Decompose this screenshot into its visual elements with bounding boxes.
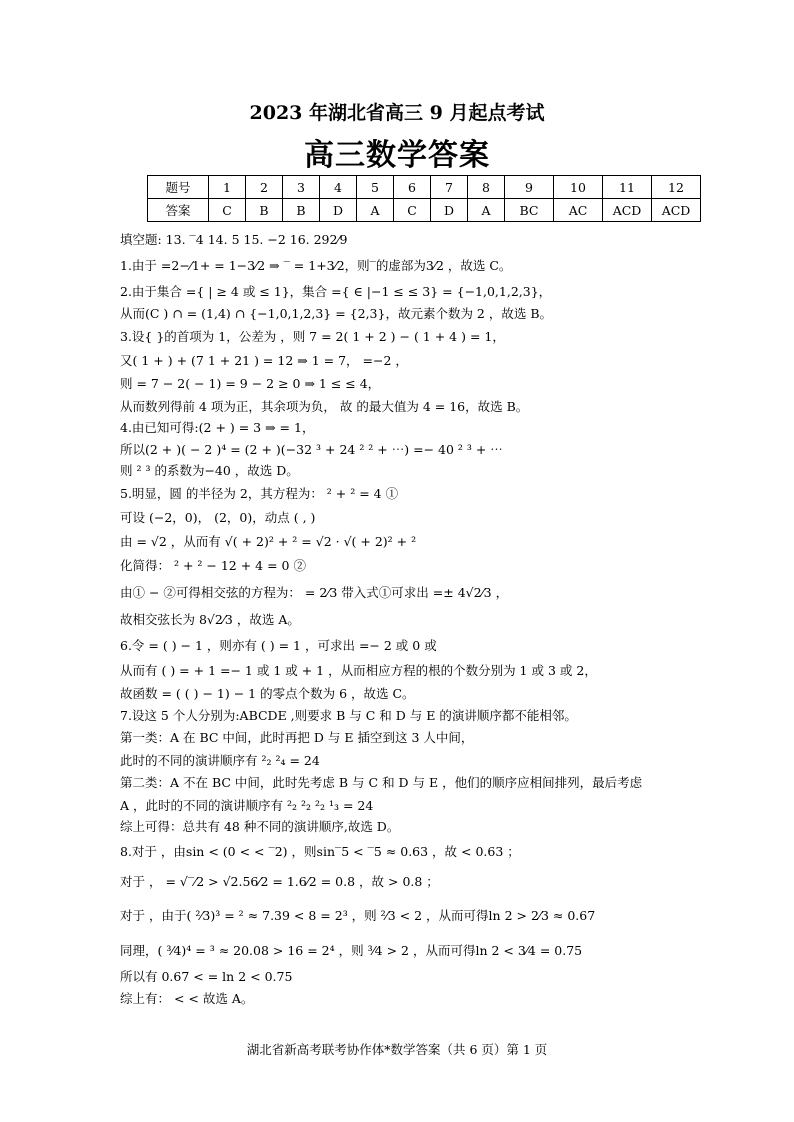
solution-line: 1.由于 =2−⁄1+ = 1−3⁄2 ⇒ ‾ = 1+3⁄2，则‾的虚部为3⁄2 ，故选 C。 — [120, 258, 512, 273]
question-number-row — [148, 176, 701, 199]
solution-line: 2.由于集合 ={ | ≥ 4 或 ≤ 1}，集合 ={ ∈ |−1 ≤ ≤ 3} = {−1,0,1,2,3}， — [120, 284, 552, 299]
solution-line: 此时的不同的演讲顺序有 ²₂ ²₄ = 24 — [120, 753, 320, 768]
solution-line: 则 = 7 − 2( − 1) = 9 − 2 ≥ 0 ⇒ 1 ≤ ≤ 4， — [120, 376, 381, 391]
table-cell: D — [320, 199, 357, 222]
solution-line: 3.设{ }的首项为 1，公差为 ，则 7 = 2( 1 + 2 ) − ( 1 + 4 ) = 1， — [120, 329, 505, 344]
solution-line: 从而有 ( ) = + 1 =− 1 或 1 或 + 1 ，从而相应方程的根的个数分别为 1 或 3 或 2， — [120, 663, 597, 678]
table-cell: 10 — [554, 176, 603, 199]
solution-line: 可设 (−2，0)， (2，0)，动点 ( , ) — [120, 510, 316, 525]
solution-line: 第一类：A 在 BC 中间，此时再把 D 与 E 插空到这 3 人中间， — [120, 730, 474, 745]
table-cell: AC — [554, 199, 603, 222]
solution-line: A ，此时的不同的演讲顺序有 ²₂ ²₂ ²₂ ¹₃ = 24 — [120, 798, 374, 813]
solution-line: 第二类：A 不在 BC 中间，此时先考虑 B 与 C 和 D 与 E ，他们的顺序应相间排列，最后考虑 — [120, 775, 643, 790]
solution-line: 7.设这 5 个人分别为:ABCDE ,则要求 B 与 C 和 D 与 E 的演讲顺序都不能相邻。 — [120, 708, 577, 723]
answer-title: 高三数学答案 — [304, 138, 490, 173]
solution-line: 化简得： ² + ² − 12 + 4 = 0 ② — [120, 558, 306, 573]
solution-line: 5.明显，圆 的半径为 2，其方程为： ² + ² = 4 ① — [120, 486, 399, 501]
table-cell: A — [468, 199, 505, 222]
table-cell: ACD — [652, 199, 701, 222]
solution-line: 综上有： < < 故选 A。 — [120, 991, 254, 1006]
solution-line: 对于 ， = √‾⁄2 > √2.56⁄2 = 1.6⁄2 = 0.8 ，故 > 0.8 ； — [120, 874, 439, 889]
solution-line: 故函数 = ( ( ) − 1) − 1 的零点个数为 6 ，故选 C。 — [120, 686, 415, 701]
solution-line: 所以(2 + )( − 2 )⁴ = (2 + )(−32 ³ + 24 ² ² + ⋯) =− 40 ² ³ + ⋯ — [120, 442, 503, 457]
table-cell: BC — [505, 199, 554, 222]
solution-line: 由 = √2 ，从而有 √( + 2)² + ² = √2 · √( + 2)² + ² — [120, 534, 417, 549]
table-cell: 4 — [320, 176, 357, 199]
table-cell: D — [431, 199, 468, 222]
answer-table — [147, 175, 701, 222]
solution-line: 由① − ②可得相交弦的方程为： = 2⁄3 带入式①可求出 =± 4√2⁄3 ， — [120, 585, 509, 600]
solution-line: 4.由已知可得:(2 + ) = 3 ⇒ = 1， — [120, 420, 315, 435]
table-cell: 11 — [603, 176, 652, 199]
table-cell: A — [357, 199, 394, 222]
table-cell: 3 — [283, 176, 320, 199]
table-cell: ACD — [603, 199, 652, 222]
table-cell: 9 — [505, 176, 554, 199]
table-cell: B — [246, 199, 283, 222]
table-cell: 题号 — [148, 176, 209, 199]
solution-line: 6.令 = ( ) − 1 ，则亦有 ( ) = 1 ，可求出 =− 2 或 0 或 — [120, 638, 437, 653]
solution-line: 故相交弦长为 8√2⁄3 ，故选 A。 — [120, 612, 300, 627]
table-cell: 12 — [652, 176, 701, 199]
exam-title: 2023 年湖北省高三 9 月起点考试 — [249, 102, 545, 124]
table-cell: 5 — [357, 176, 394, 199]
solution-line: 从而数列得前 4 项为正，其余项为负， 故 的最大值为 4 = 16，故选 B。 — [120, 399, 529, 414]
page-footer: 湖北省新高考联考协作体*数学答案（共 6 页）第 1 页 — [246, 1042, 548, 1057]
table-cell: 1 — [209, 176, 246, 199]
solution-line: 对于 ，由于( ²⁄3)³ = ² ≈ 7.39 < 8 = 2³ ，则 ²⁄3 < 2 ，从而可得ln 2 > 2⁄3 ≈ 0.67 — [120, 908, 596, 923]
table-cell: C — [209, 199, 246, 222]
table-cell: 答案 — [148, 199, 209, 222]
solution-line: 从而(C ) ∩ = (1,4) ∩ {−1,0,1,2,3} = {2,3}，故元素个数为 2 ，故选 B。 — [120, 306, 553, 321]
solution-line: 则 ² ³ 的系数为−40 ，故选 D。 — [120, 463, 299, 478]
solution-line: 8.对于 ，由sin < (0 < < ‾2) ，则sin‾5 < ‾5 ≈ 0.63 ，故 < 0.63 ； — [120, 844, 520, 859]
table-cell: B — [283, 199, 320, 222]
solution-line: 同理，( ³⁄4)⁴ = ³ ≈ 20.08 > 16 = 2⁴ ，则 ³⁄4 > 2 ，从而可得ln 2 < 3⁄4 = 0.75 — [120, 943, 583, 958]
table-cell: 6 — [394, 176, 431, 199]
table-cell: 8 — [468, 176, 505, 199]
solution-line: 综上可得：总共有 48 种不同的演讲顺序,故选 D。 — [120, 819, 400, 834]
table-cell: 7 — [431, 176, 468, 199]
solution-line: 又( 1 + ) + (7 1 + 21 ) = 12 ⇒ 1 = 7， =−2 ， — [120, 353, 408, 368]
table-cell: C — [394, 199, 431, 222]
fill-in-answers: 填空题: 13. ‾4 14. 5 15. −2 16. 292⁄9 — [120, 232, 348, 247]
answer-row — [148, 199, 701, 222]
solution-line: 所以有 0.67 < = ln 2 < 0.75 — [120, 969, 293, 984]
table-cell: 2 — [246, 176, 283, 199]
